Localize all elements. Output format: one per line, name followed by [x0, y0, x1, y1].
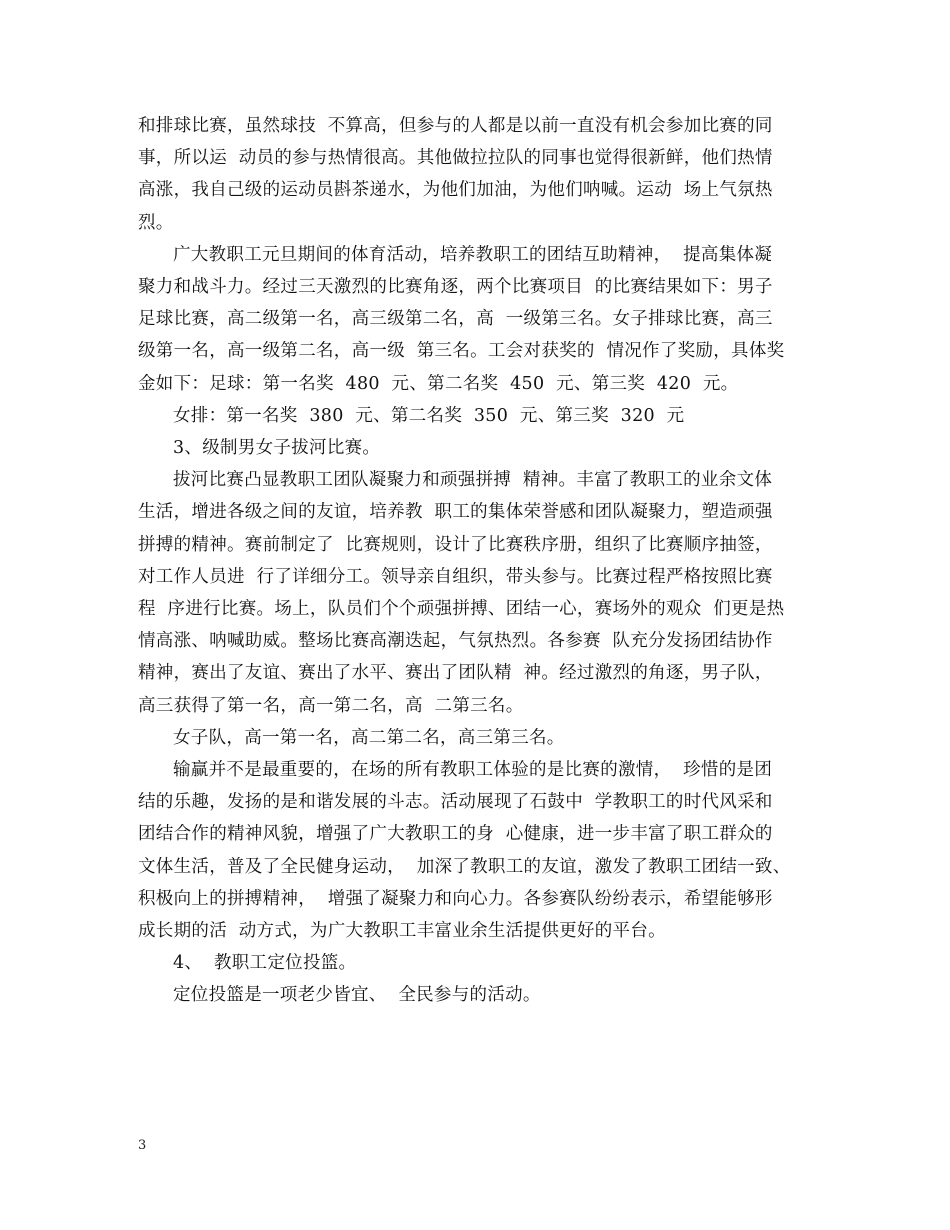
text-line: 高涨，我自己级的运动员斟茶递水，为他们加油，为他们呐喊。运动 场上气氛热 [138, 180, 773, 201]
text-line: 成长期的活 动方式，为广大教职工丰富业余生活提供更好的平台。 [138, 921, 666, 942]
text-line: 输赢并不是最重要的，在场的所有教职工体验的是比赛的激情， 珍惜的是团 [173, 760, 773, 781]
text-line: 结的乐趣，发扬的是和谐发展的斗志。活动展现了石鼓中 学教职工的时代风采和 [138, 792, 773, 813]
text-line: 烈。 [138, 212, 174, 233]
text-line: 团结合作的精神风貌，增强了广大教职工的身 心健康，进一步丰富了职工群众的 [138, 824, 773, 845]
paragraph [138, 400, 818, 432]
text-line: 事，所以运 动员的参与热情很高。其他做拉拉队的同事也觉得很新鲜，他们热情 [138, 148, 773, 169]
text-line: 和排球比赛，虽然球技 不算高，但参与的人都是以前一直没有机会参加比赛的同 [138, 116, 773, 136]
text-line: 高三获得了第一名，高一第二名，高 二第三名。 [138, 695, 524, 716]
text-line: 金如下：足球：第一名奖 480 元、第二名奖 450 元、第三奖 420 元。 [138, 373, 739, 394]
text-line: 拼搏的精神。赛前制定了 比赛规则，设计了比赛秩序册，组织了比赛顺序抽签， [138, 534, 773, 555]
text-line: 拔河比赛凸显教职工团队凝聚力和顽强拼搏 精神。丰富了教职工的业余文体 [173, 470, 773, 491]
document-body [138, 110, 818, 1012]
text-line: 女排：第一名奖 380 元、第二名奖 350 元、第三奖 320 元 [173, 405, 685, 426]
paragraph [138, 239, 818, 400]
paragraph [138, 754, 818, 947]
paragraph [138, 722, 818, 754]
text-line: 广大教职工元旦期间的体育活动，培养教职工的团结互助精神， 提高集体凝 [173, 244, 773, 265]
text-line: 女子队，高一第一名，高二第二名，高三第三名。 [173, 727, 565, 748]
text-line: 情高涨、呐喊助威。整场比赛高潮迭起，气氛热烈。各参赛 队充分发扬团结协作 [138, 631, 773, 652]
paragraph [138, 432, 818, 464]
text-line: 4、 教职工定位投篮。 [173, 953, 357, 974]
text-line: 聚力和战斗力。经过三天激烈的比赛角逐，两个比赛项目 的比赛结果如下：男子 [138, 277, 773, 298]
text-line: 对工作人员进 行了详细分工。领导亲自组织，带头参与。比赛过程严格按照比赛 [138, 566, 773, 587]
page-number: 3 [138, 1138, 147, 1153]
text-line: 级第一名，高一级第二名，高一级 第三名。工会对获奖的 情况作了奖励，具体奖 [138, 341, 785, 362]
paragraph [138, 464, 818, 722]
text-line: 定位投篮是一项老少皆宜、 全民参与的活动。 [173, 985, 541, 1006]
paragraph [138, 110, 818, 239]
text-line: 积极向上的拼搏精神， 增强了凝聚力和向心力。各参赛队纷纷表示，希望能够形 [138, 888, 773, 909]
text-line: 程 序进行比赛。场上，队员们个个顽强拼搏、团结一心，赛场外的观众 们更是热 [138, 599, 785, 620]
text-line: 生活，增进各级之间的友谊，培养教 职工的集体荣誉感和团队凝聚力，塑造顽强 [138, 502, 773, 523]
text-line: 文体生活，普及了全民健身运动， 加深了教职工的友谊，激发了教职工团结一致、 [138, 856, 791, 877]
text-line: 足球比赛，高二级第一名，高三级第二名，高 一级第三名。女子排球比赛，高三 [138, 309, 773, 330]
paragraph [138, 979, 818, 1011]
text-line: 3、级制男女子拔河比赛。 [173, 438, 381, 459]
text-line: 精神，赛出了友谊、赛出了水平、赛出了团队精 神。经过激烈的角逐，男子队， [138, 663, 773, 684]
paragraph [138, 947, 818, 979]
